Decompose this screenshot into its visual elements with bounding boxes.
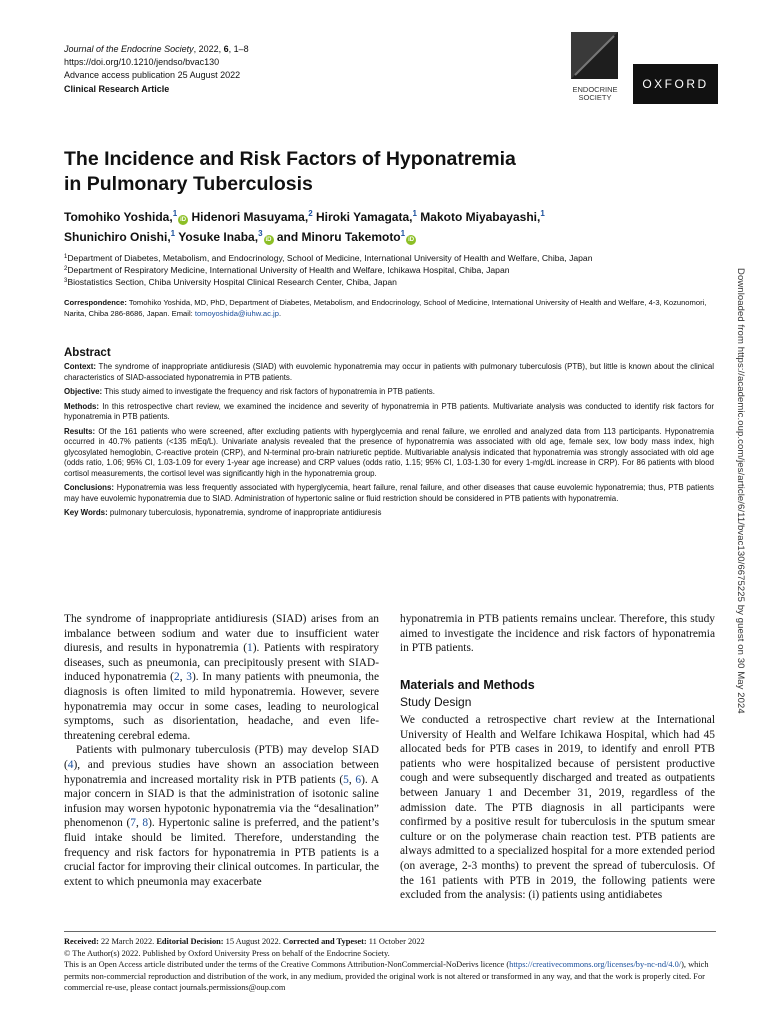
reference-link[interactable]: 4 <box>67 758 74 771</box>
author-name: Makoto Miyabayashi, <box>420 210 541 224</box>
section-heading: Materials and Methods <box>400 677 535 692</box>
body-text: , <box>348 773 356 786</box>
correspondence: Correspondence: Tomohiko Yoshida, MD, PhD, Department of Diabetes, Metabolism, and Endocrinology, School of Medicine, International University of Health and Welfare, 4-3, Kozunomori, Narita, Chiba 286-8686, Japan. Email: tomoyoshida@iuhw.ac.jp. <box>64 298 707 318</box>
author <box>64 230 175 244</box>
correspondence-email-link[interactable]: tomoyoshida@iuhw.ac.jp <box>194 309 279 318</box>
author-affiliation-number: 1 <box>540 209 545 218</box>
abstract-paragraph <box>64 427 714 480</box>
reference-link[interactable]: 8 <box>142 817 149 830</box>
orcid-icon[interactable]: iD <box>265 237 272 243</box>
abstract-paragraph <box>64 387 714 398</box>
article-type: Clinical Research Article <box>64 84 170 94</box>
copyright-notice: © The Author(s) 2022. Published by Oxford University Press on behalf of the Endocrine Society. <box>64 948 390 958</box>
author <box>178 230 273 244</box>
body-text: Patients with pulmonary tuberculosis (PTB) may develop SIAD ( <box>64 744 379 771</box>
body-text: ), and previous studies have shown an association between hyponatremia and increased mortality risk in PTB patients ( <box>64 758 379 786</box>
body-paragraph: hyponatremia in PTB patients remains unclear. Therefore, this study aimed to investigate the incidence and risk factors of hyponatremia in PTB patients. <box>400 613 715 655</box>
author-affiliation-number: 1 <box>172 209 178 218</box>
body-text: ). Hypertonic saline is preferred, and the patient’s fluid intake should be limited. Therefore, understanding the frequency and risk factors for hyponatremia in PTB patients is a crucial factor for improving their clinical outcomes. In particular, the extent to which pneumonia may exacerbate <box>64 817 379 888</box>
author-name: Hidenori Masuyama, <box>191 210 309 224</box>
body-text: , <box>135 817 143 830</box>
body-text: , <box>179 671 187 684</box>
affiliation <box>64 276 714 288</box>
author-affiliation-number: 1 <box>400 229 406 238</box>
affiliations <box>64 252 714 288</box>
body-paragraph <box>64 612 379 743</box>
abstract-text: The syndrome of inappropriate antidiuresis (SIAD) with euvolemic hyponatremia may occur in patients with pulmonary tuberculosis (PTB), but little is known about the clinical characteristics of SIAD-associated hyponatremia in PTB patients. <box>64 362 714 382</box>
journal-volume: 6 <box>223 44 229 54</box>
abstract-keywords: Key Words: pulmonary tuberculosis, hyponatremia, syndrome of inappropriate antidiuresis <box>64 508 382 517</box>
abstract-text: In this retrospective chart review, we examined the incidence and severity of hyponatremia in PTB patients. Multivariate analysis was conducted to identify risk factors for hyponatremia in PTB patients. <box>64 401 714 421</box>
affiliation-number: 3 <box>64 278 68 284</box>
subsection-heading: Study Design <box>400 695 472 710</box>
download-watermark: Downloaded from https://academic.oup.com/jes/article/6/11/bvac130/6675225 by guest on 30 May 2024 <box>735 268 746 714</box>
footer-divider <box>64 931 716 932</box>
abstract-paragraph <box>64 362 714 383</box>
body-text: The syndrome of inappropriate antidiuresis (SIAD) arises from an imbalance between sodium and water due to insufficient water diuresis, and results in hyponatremia ( <box>64 613 379 655</box>
abstract-label: Methods: <box>64 401 100 411</box>
reference-link[interactable]: 5 <box>343 773 349 786</box>
abstract-label: Context: <box>64 362 96 371</box>
license-link[interactable]: https://creativecommons.org/licenses/by-nc-nd/4.0/ <box>509 960 682 969</box>
author <box>64 210 188 224</box>
journal-citation: Journal of the Endocrine Society, 2022, 6, 1–8 <box>64 44 249 54</box>
endocrine-society-wordmark: ENDOCRINE SOCIETY <box>572 85 618 102</box>
abstract-paragraph <box>64 483 714 504</box>
abstract-body <box>64 362 714 504</box>
author-affiliation-number: 1 <box>412 209 417 218</box>
author <box>420 210 545 224</box>
advance-access: Advance access publication 25 August 2022 <box>64 70 241 80</box>
affiliation <box>64 264 714 276</box>
abstract-text: Of the 161 patients who were screened, after excluding patients with hyperglycemia and renal failure, we enrolled and analyzed data from 113 participants. Hyponatremia occurred in 40.7% patients (<135 mEq/L). Univariate analysis revealed that the presence of hyponatremia was associated with old age, female sex, low body mass index, high glycosylated hemoglobin, C-reactive protein (CRP), and N-terminal pro-brain natriuretic peptide. Multivariable analysis indicated that hyponatremia was strongly associated with old age (odds ratio, 1.06; 95% CI, 1.03-1.09 for every 1-year age increase) and CRP values (odds ratio, 1.15; 95% CI, 1.03-1.30 for every 1-mg/dL increase in CRP). For 86 patients with blood cortisol measurements, the cortisol level was significantly high in the hyponatremia group. <box>64 426 714 478</box>
author <box>277 230 416 244</box>
abstract-paragraph <box>64 402 714 423</box>
endocrine-society-logo-icon <box>571 32 618 79</box>
author <box>316 210 417 224</box>
body-paragraph <box>64 743 379 889</box>
reference-link[interactable]: 1 <box>247 642 253 655</box>
abstract-label: Conclusions: <box>64 483 114 492</box>
journal-doi[interactable]: https://doi.org/10.1210/jendso/bvac130 <box>64 57 220 67</box>
journal-name: Journal of the Endocrine Society <box>64 44 194 54</box>
author-affiliation-number: 3 <box>258 229 263 238</box>
abstract <box>64 347 714 523</box>
author-name: Hiroki Yamagata, <box>315 210 413 224</box>
affiliation-number: 1 <box>64 254 68 260</box>
abstract-heading: Abstract <box>64 347 111 359</box>
orcid-icon[interactable]: iD <box>180 217 187 223</box>
author-name: Yosuke Inaba, <box>178 230 259 244</box>
reference-link[interactable]: 2 <box>173 671 180 684</box>
body-paragraph: We conducted a retrospective chart review at the International University of Health and Welfare Ichikawa Hospital, which had 45 allocated beds for PTB cases in 2019, to identify and enroll PTB patients who were hospitalized because of persistent productive cough and were subsequently discharged and treated as outpatients between January 1 and December 31, 2019, regardless of the admission date. The PTB diagnosis in all participants were confirmed by a positive result for tuberculosis in the sputum smear culture or on the polymerase chain reaction test. PTB patients are always admitted to a specialized hospital for a more extended period (on average, 2-3 months) to prevent the spread of tuberculosis. Of the 161 patients with PTB in 2019, the following patients were excluded from the analysis: (i) patients using antidiabetes <box>400 713 715 902</box>
publisher-logos <box>571 32 716 114</box>
author-name: Tomohiko Yoshida, <box>64 210 173 224</box>
oxford-logo: OXFORD <box>633 64 718 104</box>
article-footer <box>64 936 724 994</box>
author-list <box>64 207 704 247</box>
journal-header <box>64 43 249 96</box>
body-text: ). Patients with respiratory diseases, such as pneumonia, can precipitously present with SIAD-induced hyponatremia ( <box>64 642 379 684</box>
body-text: ). A major concern in SIAD is that the administration of isotonic saline infusion may worsen hypotonic hyponatremia via the “desalination” phenomenon ( <box>64 773 379 830</box>
affiliation-text: Department of Respiratory Medicine, International University of Health and Welfare, Ichikawa Hospital, Chiba, Japan <box>67 265 510 275</box>
abstract-label: Objective: <box>64 387 103 396</box>
body-column-left <box>64 612 379 889</box>
affiliation <box>64 252 714 264</box>
author <box>191 210 312 224</box>
abstract-text: This study aimed to investigate the frequency and risk factors of hyponatremia in PTB patients. <box>102 387 435 396</box>
article-title: The Incidence and Risk Factors of Hyponatremia in Pulmonary Tuberculosis <box>64 148 516 195</box>
affiliation-number: 2 <box>64 266 68 272</box>
reference-link[interactable]: 7 <box>130 817 136 830</box>
affiliation-text: Biostatistics Section, Chiba University Hospital Clinical Research Center, Chiba, Japan <box>67 277 397 287</box>
abstract-label: Results: <box>64 426 96 436</box>
reference-link[interactable]: 6 <box>355 773 362 786</box>
body-column-right <box>400 612 715 903</box>
reference-link[interactable]: 3 <box>186 671 192 684</box>
author-affiliation-number: 2 <box>308 209 313 218</box>
orcid-icon[interactable]: iD <box>408 237 415 243</box>
body-text: ). In many patients with pneumonia, the diagnosis is often limited to mild hyponatremia. However, severe hyponatremia may occur in some cases, leading to neurological symptoms, such as disorientation, headache, and even life-threatening cerebral edema. <box>64 671 379 742</box>
abstract-text: Hyponatremia was less frequently associated with hyperglycemia, heart failure, renal failure, and other diseases that cause euvolemic hyponatremia; thus, PTB patients may have euvolemic hyponatremia due to SIAD. Administration of hypertonic saline or fluid restriction should be considered in PTB patients with hyponatremia. <box>64 483 714 503</box>
license-notice: This is an Open Access article distributed under the terms of the Creative Commons Attribution-NonCommercial-NoDerivs licence (https://creativecommons.org/licenses/by-nc-nd/4.0/), which permits non-commercial reproduction and distribution of the work, in any medium, provided the original work is not altered or transformed in any way, and that the work is properly cited. For commercial re-use, please contact journals.permissions@oup.com <box>64 960 709 992</box>
article-dates: Received: 22 March 2022. Editorial Decision: 15 August 2022. Corrected and Typeset: 11 October 2022 <box>64 937 425 946</box>
author-name: Shunichiro Onishi, <box>64 230 171 244</box>
author-name: and Minoru Takemoto <box>276 230 401 244</box>
author-affiliation-number: 1 <box>170 229 176 238</box>
affiliation-text: Department of Diabetes, Metabolism, and Endocrinology, School of Medicine, International University of Health and Welfare, Chiba, Japan <box>67 253 593 263</box>
